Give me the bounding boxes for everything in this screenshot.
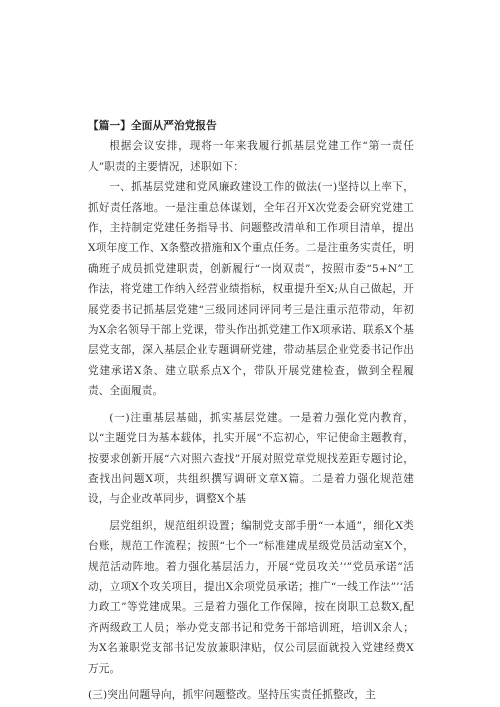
organization-paragraph: 层党组织，规范组织设置；编制党支部手册“一本通”，细化X类台账，规范工作流程；按照“七个一”标准建成星级党员活动室X个，规范活动阵地。着力强化基层活力，开展“党员攻关’‘”党员承诺”活动，立项X个攻关项目，提出X余项党员承诺；推广“一线工作法”’‘活力政工”等党建成果。三是着力强化工作保障，按在岗职工总数X,配齐两级政工人员；举办党支部书记和党务干部培训班，培训X余人；为X名兼职党支部书记发放兼职津贴，仅公司层面就投入党建经费X万元。 (88, 519, 414, 675)
basic-work-paragraph: (一)注重基层基础，抓实基层党建。一是着力强化党内教育，以“主题党日为基本载体，扎实开展“不忘初心，牢记使命主题教育，按要求创新开展“六对照六查找”开展对照党章党规找差距专题讨论，查找出问题X项，共组织撰写调研文章X篇。二是着力强化规范建设，与企业改革同步，调整X个基 (88, 411, 414, 506)
document-body (88, 116, 414, 705)
intro-paragraph: 根据会议安排，现将一年来我履行抓基层党建工作“第一责任人”职责的主要情况，述职如下： (88, 140, 414, 173)
section-heading: 【篇一】全面从严治党报告 (88, 120, 217, 132)
rectification-paragraph: (三)突出问题导向，抓牢问题整改。坚持压实责任抓整改，主 (88, 688, 376, 701)
section-one-paragraph: 一、抓基层党建和党风廉政建设工作的做法(一)坚持以上率下，抓好责任落地。一是注重总体谋划，全年召开X次党委会研究党建工作，主持制定党建任务指导书、问题整改清单和工作项目清单，提出X项年度工作、X条整改措施和X个重点任务。二是注重务实责任，明确班子成员抓党建职责，创新履行“一岗双责”，按照市委“5+N”工作法，将党建工作纳入经营业绩指标，权重提升至X;从自己做起，开展党委书记抓基层党建“三级同述同评同考三是注重示范带动，年初为X余名领导干部上党课，带头作出抓党建工作X项承诺、联系X个基层党支部，深入基层企业专题调研党建，带动基层企业党委书记作出党建承诺X条、建立联系点X个，带队开展党建检查，做到全程履责、全面履责。 (88, 181, 414, 398)
